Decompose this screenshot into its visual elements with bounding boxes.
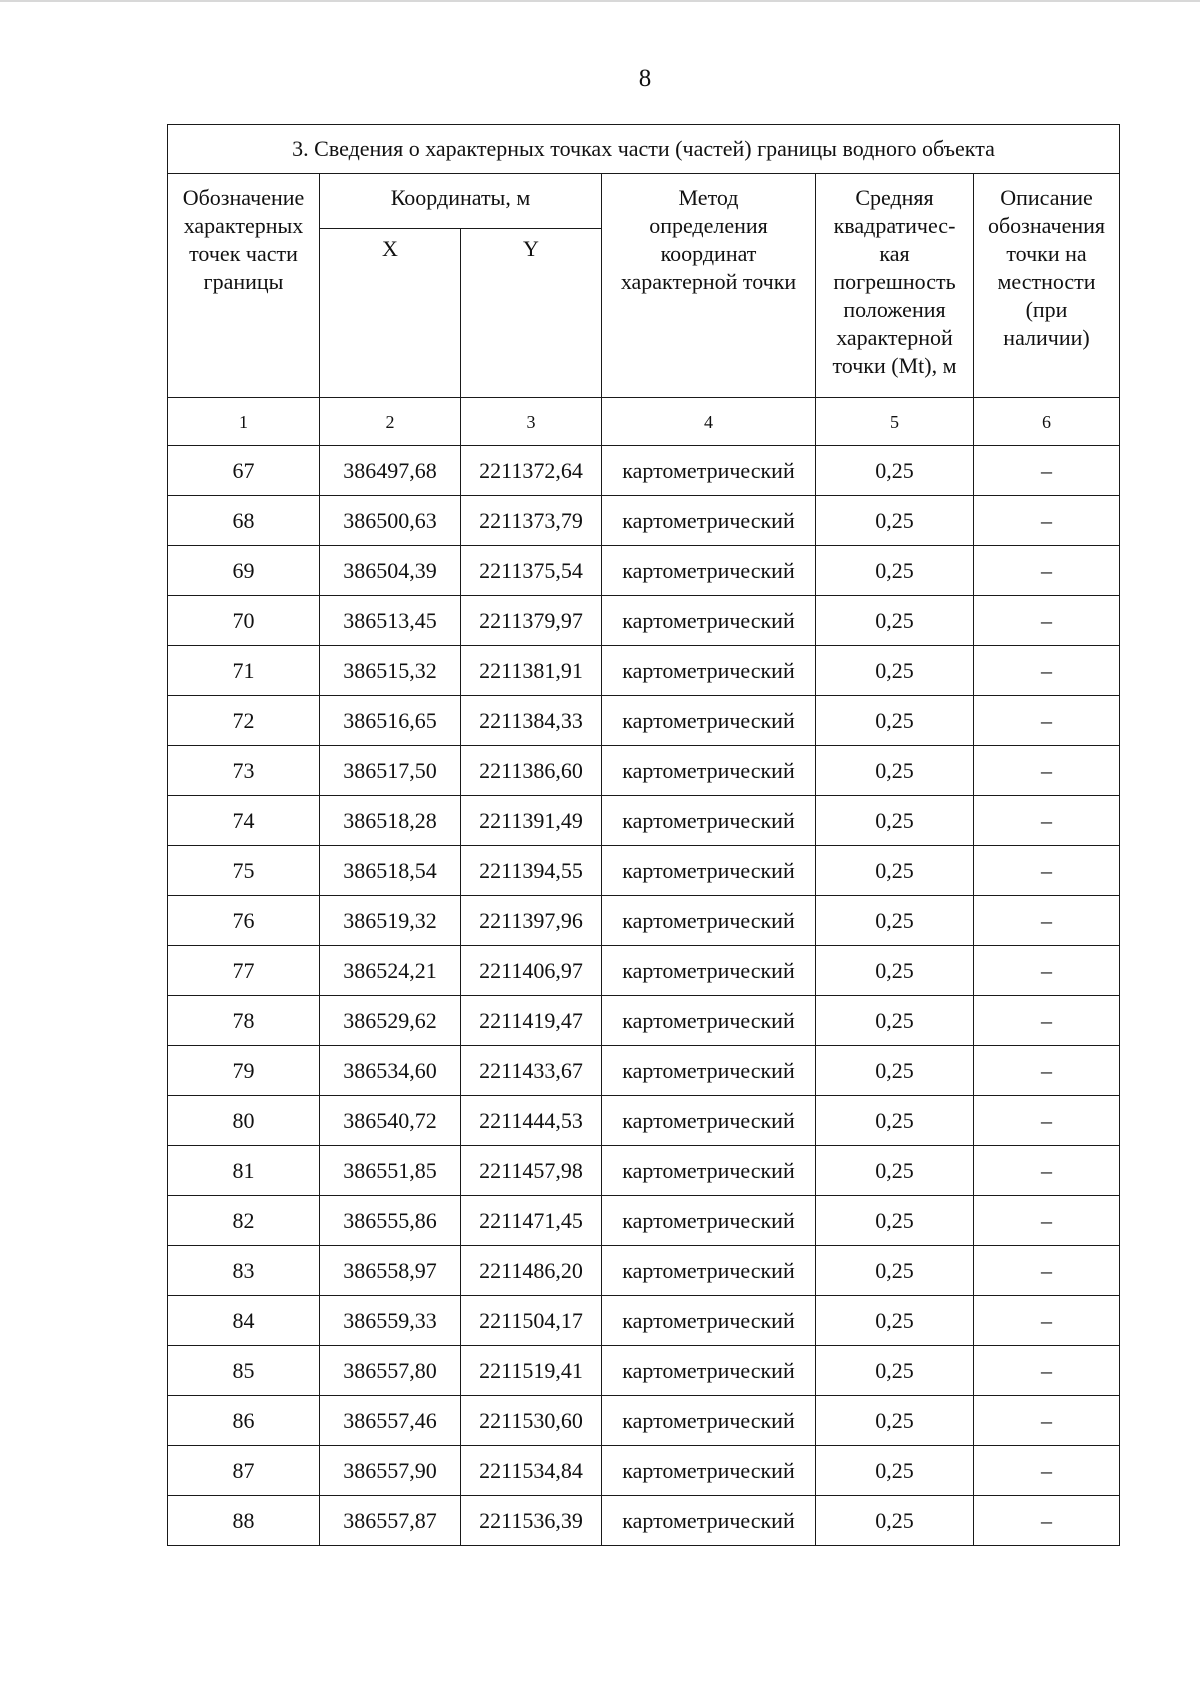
cell-x: 386519,32: [320, 896, 461, 946]
cell-point: 67: [168, 446, 320, 496]
cell-x: 386517,50: [320, 746, 461, 796]
cell-point: 70: [168, 596, 320, 646]
cell-accuracy: 0,25: [816, 746, 974, 796]
table-row: [168, 746, 1120, 796]
cell-method: картометрический: [602, 1496, 816, 1546]
table-row: [168, 546, 1120, 596]
header-point-line: точек части: [189, 241, 298, 266]
cell-method: картометрический: [602, 696, 816, 746]
cell-accuracy: 0,25: [816, 1146, 974, 1196]
cell-accuracy: 0,25: [816, 1046, 974, 1096]
page-number: 8: [638, 65, 652, 92]
column-number: 4: [602, 398, 816, 446]
cell-point: 71: [168, 646, 320, 696]
header-method-line: определения: [649, 213, 768, 238]
cell-y: 2211397,96: [461, 896, 602, 946]
cell-y: 2211375,54: [461, 546, 602, 596]
cell-point: 87: [168, 1446, 320, 1496]
cell-description: –: [974, 896, 1120, 946]
cell-method: картометрический: [602, 996, 816, 1046]
table-title-row: [168, 125, 1120, 174]
cell-point: 86: [168, 1396, 320, 1446]
cell-description: –: [974, 846, 1120, 896]
cell-method: картометрический: [602, 1096, 816, 1146]
table-row: [168, 1396, 1120, 1446]
header-description-line: местности: [997, 269, 1096, 294]
cell-accuracy: 0,25: [816, 946, 974, 996]
cell-method: картометрический: [602, 1196, 816, 1246]
table-row: [168, 996, 1120, 1046]
table-row: [168, 796, 1120, 846]
header-accuracy-line: точки (Mt), м: [832, 353, 957, 378]
cell-description: –: [974, 946, 1120, 996]
header-description-line: точки на: [1006, 241, 1087, 266]
cell-point: 68: [168, 496, 320, 546]
cell-x: 386515,32: [320, 646, 461, 696]
cell-method: картометрический: [602, 1346, 816, 1396]
cell-accuracy: 0,25: [816, 896, 974, 946]
cell-method: картометрический: [602, 946, 816, 996]
table-row: [168, 1196, 1120, 1246]
cell-method: картометрический: [602, 596, 816, 646]
header-accuracy: [816, 174, 974, 398]
table-row: [168, 1496, 1120, 1546]
table-row: [168, 1296, 1120, 1346]
header-y: Y: [461, 229, 602, 398]
cell-x: 386518,54: [320, 846, 461, 896]
cell-description: –: [974, 746, 1120, 796]
cell-y: 2211530,60: [461, 1396, 602, 1446]
cell-accuracy: 0,25: [816, 446, 974, 496]
cell-method: картометрический: [602, 1146, 816, 1196]
table-row: [168, 646, 1120, 696]
cell-description: –: [974, 546, 1120, 596]
cell-y: 2211373,79: [461, 496, 602, 546]
header-method-line: Метод: [678, 185, 739, 210]
cell-x: 386524,21: [320, 946, 461, 996]
header-point-line: характерных: [183, 213, 304, 238]
cell-description: –: [974, 446, 1120, 496]
cell-y: 2211457,98: [461, 1146, 602, 1196]
header-description-line: (при: [1025, 297, 1068, 322]
cell-accuracy: 0,25: [816, 996, 974, 1046]
cell-x: 386516,65: [320, 696, 461, 746]
cell-y: 2211379,97: [461, 596, 602, 646]
header-row: [168, 174, 1120, 229]
cell-method: картометрический: [602, 446, 816, 496]
header-method-line: координат: [660, 241, 757, 266]
cell-description: –: [974, 1496, 1120, 1546]
cell-point: 88: [168, 1496, 320, 1546]
header-coordinates: Координаты, м: [320, 174, 602, 229]
cell-description: –: [974, 1046, 1120, 1096]
table-row: [168, 1146, 1120, 1196]
header-x: X: [320, 229, 461, 398]
header-description-line: наличии): [1003, 325, 1090, 350]
header-accuracy-line: погрешность: [833, 269, 956, 294]
cell-y: 2211394,55: [461, 846, 602, 896]
cell-description: –: [974, 1146, 1120, 1196]
cell-y: 2211471,45: [461, 1196, 602, 1246]
cell-accuracy: 0,25: [816, 1296, 974, 1346]
cell-description: –: [974, 1296, 1120, 1346]
table-row: [168, 1046, 1120, 1096]
cell-y: 2211406,97: [461, 946, 602, 996]
cell-method: картометрический: [602, 496, 816, 546]
cell-method: картометрический: [602, 746, 816, 796]
cell-x: 386557,90: [320, 1446, 461, 1496]
cell-point: 69: [168, 546, 320, 596]
header-method: [602, 174, 816, 398]
cell-accuracy: 0,25: [816, 1496, 974, 1546]
cell-x: 386497,68: [320, 446, 461, 496]
table-row: [168, 696, 1120, 746]
cell-method: картометрический: [602, 1046, 816, 1096]
header-accuracy-line: характерной: [836, 325, 953, 350]
table-row: [168, 1346, 1120, 1396]
table-title: 3. Сведения о характерных точках части (частей) границы водного объекта: [168, 125, 1120, 174]
cell-y: 2211519,41: [461, 1346, 602, 1396]
header-accuracy-line: положения: [843, 297, 946, 322]
column-number: 6: [974, 398, 1120, 446]
cell-y: 2211384,33: [461, 696, 602, 746]
table-row: [168, 946, 1120, 996]
header-accuracy-line: кая: [879, 241, 910, 266]
cell-y: 2211386,60: [461, 746, 602, 796]
header-description: [974, 174, 1120, 398]
cell-accuracy: 0,25: [816, 496, 974, 546]
cell-description: –: [974, 596, 1120, 646]
cell-x: 386555,86: [320, 1196, 461, 1246]
cell-description: –: [974, 1246, 1120, 1296]
cell-description: –: [974, 1346, 1120, 1396]
cell-method: картометрический: [602, 1446, 816, 1496]
cell-method: картометрический: [602, 846, 816, 896]
header-point-line: Обозначение: [182, 185, 305, 210]
cell-y: 2211534,84: [461, 1446, 602, 1496]
cell-accuracy: 0,25: [816, 796, 974, 846]
cell-method: картометрический: [602, 896, 816, 946]
table-row: [168, 1096, 1120, 1146]
column-numbers-row: [168, 398, 1120, 446]
cell-method: картометрический: [602, 1246, 816, 1296]
cell-y: 2211444,53: [461, 1096, 602, 1146]
boundary-points-table: [167, 124, 1120, 1546]
cell-point: 81: [168, 1146, 320, 1196]
header-point-designation: [168, 174, 320, 398]
cell-x: 386504,39: [320, 546, 461, 596]
header-accuracy-line: квадратичес-: [833, 213, 956, 238]
cell-point: 84: [168, 1296, 320, 1346]
column-number: 5: [816, 398, 974, 446]
cell-accuracy: 0,25: [816, 696, 974, 746]
column-number: 2: [320, 398, 461, 446]
cell-description: –: [974, 996, 1120, 1046]
cell-description: –: [974, 1096, 1120, 1146]
cell-accuracy: 0,25: [816, 1346, 974, 1396]
cell-x: 386551,85: [320, 1146, 461, 1196]
cell-point: 75: [168, 846, 320, 896]
table-row: [168, 896, 1120, 946]
cell-accuracy: 0,25: [816, 1396, 974, 1446]
cell-point: 72: [168, 696, 320, 746]
table-row: [168, 846, 1120, 896]
cell-method: картометрический: [602, 796, 816, 846]
cell-description: –: [974, 496, 1120, 546]
cell-y: 2211486,20: [461, 1246, 602, 1296]
table-body: [168, 125, 1120, 1546]
cell-description: –: [974, 1196, 1120, 1246]
cell-x: 386500,63: [320, 496, 461, 546]
cell-y: 2211381,91: [461, 646, 602, 696]
cell-point: 82: [168, 1196, 320, 1246]
cell-y: 2211536,39: [461, 1496, 602, 1546]
cell-x: 386557,87: [320, 1496, 461, 1546]
cell-point: 77: [168, 946, 320, 996]
cell-accuracy: 0,25: [816, 646, 974, 696]
cell-accuracy: 0,25: [816, 596, 974, 646]
header-accuracy-line: Средняя: [855, 185, 934, 210]
table-row: [168, 1246, 1120, 1296]
cell-point: 85: [168, 1346, 320, 1396]
cell-x: 386559,33: [320, 1296, 461, 1346]
table-row: [168, 446, 1120, 496]
cell-accuracy: 0,25: [816, 1096, 974, 1146]
cell-point: 83: [168, 1246, 320, 1296]
scan-edge: [0, 0, 1200, 2]
cell-point: 79: [168, 1046, 320, 1096]
cell-description: –: [974, 796, 1120, 846]
cell-y: 2211433,67: [461, 1046, 602, 1096]
cell-x: 386513,45: [320, 596, 461, 646]
header-point-line: границы: [203, 269, 284, 294]
cell-point: 73: [168, 746, 320, 796]
cell-method: картометрический: [602, 1396, 816, 1446]
cell-y: 2211504,17: [461, 1296, 602, 1346]
column-number: 3: [461, 398, 602, 446]
cell-x: 386534,60: [320, 1046, 461, 1096]
header-description-line: обозначения: [987, 213, 1106, 238]
header-method-line: характерной точки: [620, 269, 797, 294]
cell-method: картометрический: [602, 1296, 816, 1346]
cell-x: 386558,97: [320, 1246, 461, 1296]
cell-description: –: [974, 1396, 1120, 1446]
cell-point: 76: [168, 896, 320, 946]
table-row: [168, 1446, 1120, 1496]
cell-y: 2211391,49: [461, 796, 602, 846]
table-row: [168, 496, 1120, 546]
cell-x: 386557,46: [320, 1396, 461, 1446]
cell-description: –: [974, 1446, 1120, 1496]
table-row: [168, 596, 1120, 646]
cell-y: 2211419,47: [461, 996, 602, 1046]
cell-accuracy: 0,25: [816, 1246, 974, 1296]
cell-x: 386540,72: [320, 1096, 461, 1146]
cell-x: 386557,80: [320, 1346, 461, 1396]
header-description-line: Описание: [1000, 185, 1093, 210]
cell-accuracy: 0,25: [816, 846, 974, 896]
column-number: 1: [168, 398, 320, 446]
cell-accuracy: 0,25: [816, 546, 974, 596]
cell-accuracy: 0,25: [816, 1196, 974, 1246]
cell-description: –: [974, 646, 1120, 696]
cell-x: 386529,62: [320, 996, 461, 1046]
cell-description: –: [974, 696, 1120, 746]
cell-method: картометрический: [602, 646, 816, 696]
cell-point: 74: [168, 796, 320, 846]
cell-point: 80: [168, 1096, 320, 1146]
cell-x: 386518,28: [320, 796, 461, 846]
cell-method: картометрический: [602, 546, 816, 596]
cell-accuracy: 0,25: [816, 1446, 974, 1496]
cell-y: 2211372,64: [461, 446, 602, 496]
cell-point: 78: [168, 996, 320, 1046]
